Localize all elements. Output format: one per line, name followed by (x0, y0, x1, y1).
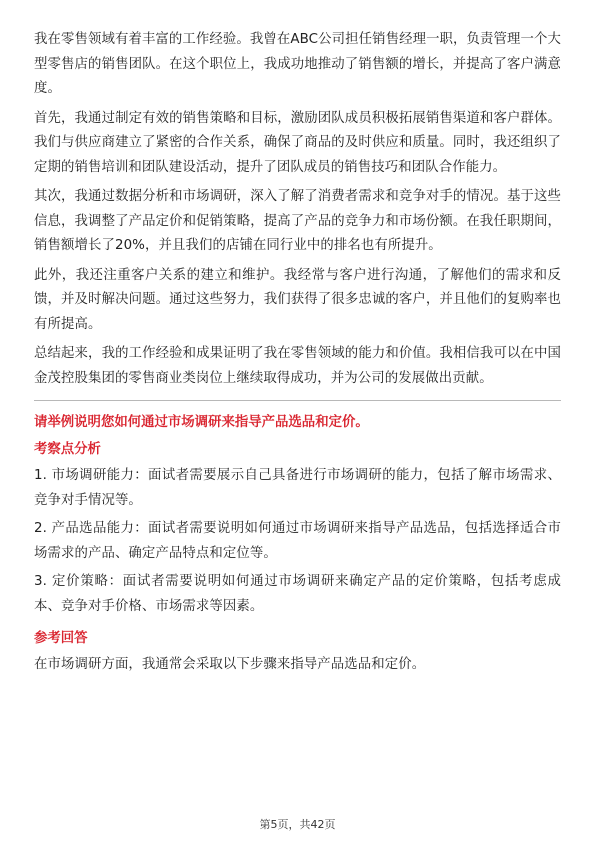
body-paragraph: 总结起来，我的工作经验和成果证明了我在零售领域的能力和价值。我相信我可以在中国金茂控股集团的零售商业类岗位上继续取得成功，并为公司的发展做出贡献。 (34, 346, 561, 386)
interview-question: 请举例说明您如何通过市场调研来指导产品选品和定价。 (34, 415, 369, 430)
analysis-item: 2. 产品选品能力：面试者需要说明如何通过市场调研来指导产品选品，包括选择适合市场需求的产品、确定产品特点和定位等。 (34, 521, 561, 561)
analysis-item: 3. 定价策略：面试者需要说明如何通过市场调研来确定产品的定价策略，包括考虑成本、竞争对手价格、市场需求等因素。 (34, 574, 561, 614)
reference-heading: 参考回答 (34, 631, 88, 646)
body-paragraph: 首先，我通过制定有效的销售策略和目标，激励团队成员积极拓展销售渠道和客户群体。我们与供应商建立了紧密的合作关系，确保了商品的及时供应和质量。同时，我还组织了定期的销售培训和团队建设活动，提升了团队成员的销售技巧和团队合作能力。 (34, 110, 561, 175)
section-divider (34, 400, 561, 401)
body-paragraph: 其次，我通过数据分析和市场调研，深入了解了消费者需求和竞争对手的情况。基于这些信息，我调整了产品定价和促销策略，提高了产品的竞争力和市场份额。在我任职期间，销售额增长了20%，并且我们的店铺在同行业中的排名也有所提升。 (34, 189, 561, 253)
document-page (34, 28, 561, 682)
analysis-item: 1. 市场调研能力：面试者需要展示自己具备进行市场调研的能力，包括了解市场需求、竞争对手情况等。 (34, 468, 561, 508)
body-paragraph: 我在零售领域有着丰富的工作经验。我曾在ABC公司担任销售经理一职，负责管理一个大型零售店的销售团队。在这个职位上，我成功地推动了销售额的增长，并提高了客户满意度。 (34, 32, 561, 96)
analysis-heading: 考察点分析 (34, 442, 101, 457)
body-paragraph: 此外，我还注重客户关系的建立和维护。我经常与客户进行沟通，了解他们的需求和反馈，并及时解决问题。通过这些努力，我们获得了很多忠诚的客户，并且他们的复购率也有所提高。 (34, 267, 561, 332)
reference-answer: 在市场调研方面，我通常会采取以下步骤来指导产品选品和定价。 (34, 657, 426, 672)
page-number: 第5页，共42页 (259, 818, 336, 831)
